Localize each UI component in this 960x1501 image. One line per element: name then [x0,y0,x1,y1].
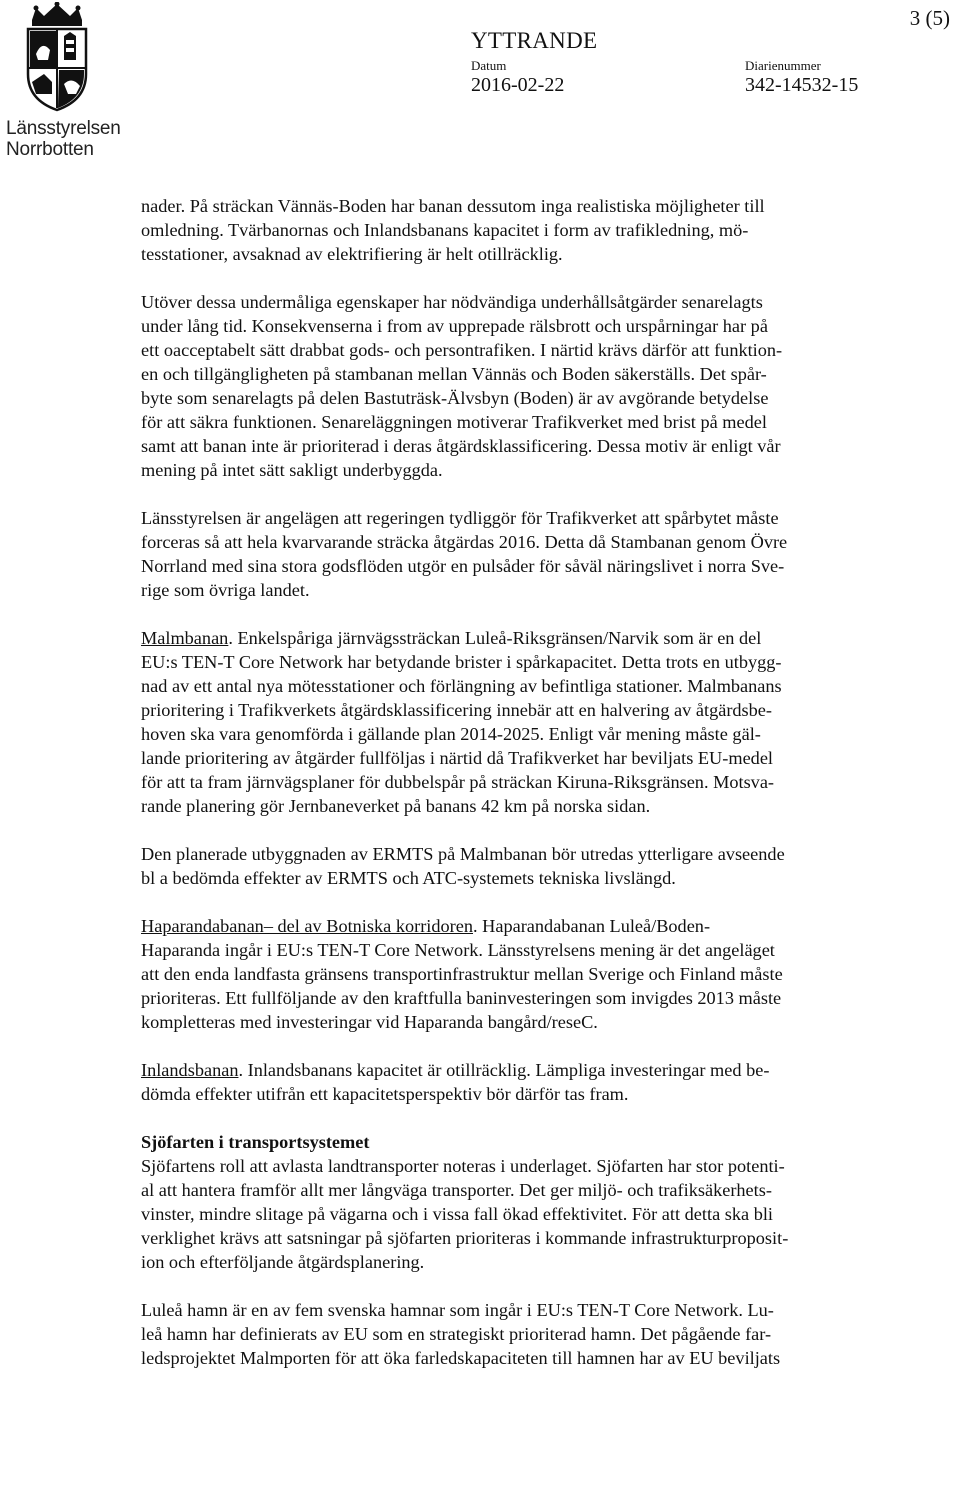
paragraph [141,914,953,1034]
document-type: YTTRANDE [471,28,598,53]
text-line: nad av ett antal nya mötesstationer och förlängning av befintliga stationer. Malmbanans [141,676,782,696]
text-line: under lång tid. Konsekvenserna i from av upprepade rälsbrott och urspårningar har på [141,316,768,336]
paragraph [141,1058,953,1106]
text-line: Utöver dessa undermåliga egenskaper har nödvändiga underhållsåtgärder senarelagts [141,292,763,312]
text-line: ett oacceptabelt sätt drabbat gods- och persontrafiken. I närtid krävs därför att funktion- [141,340,783,360]
text-line: kompletteras med investeringar vid Haparanda bangård/reseC. [141,1012,598,1032]
logo-text-line-2: Norrbotten [6,139,94,160]
text-line: ledsprojektet Malmporten för att öka farledskapaciteten till hamnen har av EU beviljats [141,1348,781,1368]
logo [6,2,121,167]
text-line: bl a bedömda effekter av ERMTS och ATC-systemets tekniska livslängd. [141,868,676,888]
text-line: EU:s TEN-T Core Network har betydande brister i spårkapacitet. Detta trots en utbygg- [141,652,782,672]
text-line: vinster, mindre slitage på vägarna och i vissa fall ökad effektivitet. För att detta ska bli [141,1204,773,1224]
text-line: tesstationer, avsaknad av elektrifiering är helt otillräcklig. [141,244,563,264]
text-line: . Haparandabanan Luleå/Boden- [473,916,711,936]
text-line: prioritering i Trafikverkets åtgärdsklassificering innebär att en halvering av åtgärdsbe- [141,700,773,720]
paragraph [141,290,953,482]
text-line: nader. På sträckan Vännäs-Boden har banan dessutom inga realistiska möjligheter till [141,196,765,216]
paragraph [141,194,953,266]
text-line: Norrland med sina stora godsflöden utgör en pulsåder för såväl näringslivet i norra Sve- [141,556,785,576]
text-line: . Enkelspåriga järnvägssträckan Luleå-Riksgränsen/Narvik som är en del [228,628,762,648]
text-line: rande planering gör Jernbaneverket på banans 42 km på norska sidan. [141,796,651,816]
document-body [141,194,953,1394]
date-label: Datum [471,58,507,73]
text-line: . Inlandsbanans kapacitet är otillräcklig. Lämpliga investeringar med be- [238,1060,770,1080]
logo-text-line-1: Länsstyrelsen [6,118,121,139]
text-line: byte som senarelagts på delen Bastuträsk-Älvsbyn (Boden) är av avgörande betydelse [141,388,769,408]
section-heading: Inlandsbanan [141,1060,239,1080]
date-value: 2016-02-22 [471,74,565,96]
paragraph [141,1298,953,1370]
text-line: Sjöfartens roll att avlasta landtransporter noteras i underlaget. Sjöfarten har stor potenti- [141,1156,785,1176]
text-line: att den enda landfasta gränsens transportinfrastruktur mellan Sverige och Finland måste [141,964,783,984]
text-line: för att ta fram järnvägsplaner för dubbelspår på sträckan Kiruna-Riksgränsen. Motsva- [141,772,775,792]
text-line: prioriteras. Ett fullföljande av den kraftfulla baninvesteringen som invigdes 2013 måste [141,988,782,1008]
page-number: 3 (5) [909,6,950,30]
reference-label: Diarienummer [745,58,821,73]
text-line: leå hamn har definierats av EU som en strategiskt prioriterad hamn. Det pågående far- [141,1324,772,1344]
paragraph [141,506,953,602]
text-line: ion och efterföljande åtgärdsplanering. [141,1252,425,1272]
paragraph [141,626,953,818]
paragraph [141,842,953,890]
text-line: omledning. Tvärbanornas och Inlandsbanans kapacitet i form av trafikledning, mö- [141,220,749,240]
text-line: för att säkra funktionen. Senareläggningen motiverar Trafikverket med brist på medel [141,412,767,432]
text-line: mening på intet sätt sakligt underbyggda. [141,460,443,480]
text-line: rige som övriga landet. [141,580,310,600]
reference-value: 342-14532-15 [745,74,859,96]
text-line: dömda effekter utifrån ett kapacitetsperspektiv bör därför tas fram. [141,1084,629,1104]
text-line: Luleå hamn är en av fem svenska hamnar som ingår i EU:s TEN-T Core Network. Lu- [141,1300,774,1320]
text-line: Haparanda ingår i EU:s TEN-T Core Network. Länsstyrelsens mening är det angeläget [141,940,775,960]
text-line: Länsstyrelsen är angelägen att regeringen tydliggör för Trafikverket att spårbytet måste [141,508,779,528]
text-line: verklighet krävs att satsningar på sjöfarten prioriteras i kommande infrastrukturproposit- [141,1228,789,1248]
text-line: lande prioritering av åtgärder fullföljas i närtid då Trafikverket har beviljats EU-medel [141,748,774,768]
text-line: al att hantera framför allt mer långväga transporter. Det ger miljö- och trafiksäkerhets- [141,1180,772,1200]
text-line: en och tillgängligheten på stambanan mellan Vännäs och Boden säkerställs. Det spår- [141,364,767,384]
text-line: forceras så att hela kvarvarande sträcka åtgärdas 2016. Detta då Stambanan genom Övre [141,532,788,552]
section-heading: Malmbanan [141,628,229,648]
text-line: hoven ska vara genomförda i gällande plan 2014-2025. Enligt vår mening måste gäl- [141,724,761,744]
section-heading: Haparandabanan– del av Botniska korridoren [141,916,473,936]
section-heading: Sjöfarten i transportsystemet [141,1132,370,1152]
text-line: samt att banan inte är prioriterad i deras åtgärdsklassificering. Dessa motiv är enligt vår [141,436,781,456]
paragraph [141,1130,953,1274]
text-line: Den planerade utbyggnaden av ERMTS på Malmbanan bör utredas ytterligare avseende [141,844,785,864]
coat-of-arms-icon [22,2,92,112]
